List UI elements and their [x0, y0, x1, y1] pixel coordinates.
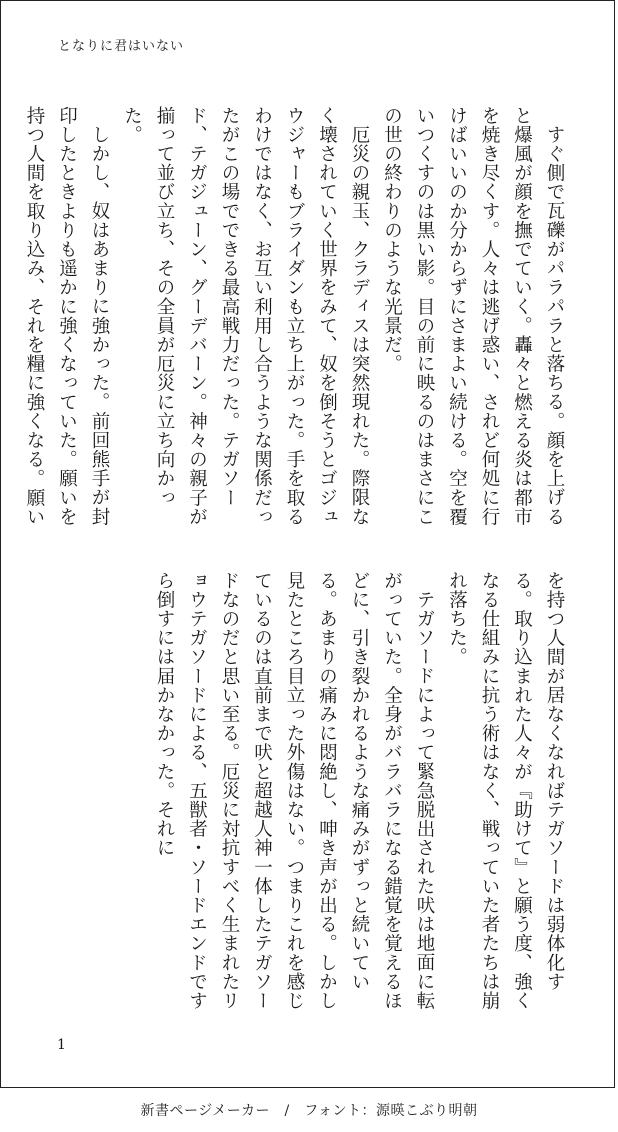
paragraph: すぐ側で瓦礫がパラパラと落ちる。顔を上げると爆風が顔を撫でていく。轟々と燃える炎は都市を焼き尽くす。人々は逃げ惑い、されど何処に行けばいいのか分からずにさまよい続ける。空を覆いつくすのは黒い影。目の前に映るのはまさにこの世の終わりのような光景だ。 [381, 106, 565, 527]
paragraph: 厄災の親玉、クラディスは突然現れた。際限なく壊されていく世界をみて、奴を倒そうとゴジュウジャーもブライダンも立ち上がった。手を取るわけではなく、お互い利用し合うような関係だったがこの場でできる最高戦力だった。テガソード、テガジューン、グーデバーン。神々の親子が揃って並び立ち、その全員が厄災に立ち向かった。 [121, 106, 370, 527]
page-header-title: となりに君はいない [58, 39, 185, 54]
paragraph: を持つ人間が居なくなればテガソードは弱体化する。取り込まれた人々が『助けて』と願う度、強くなる仕組みに抗う術はなく、戦っていた者たちは崩れ落ちた。 [446, 571, 565, 1011]
paragraph: しかし、奴はあまりに強かった。前回熊手が封印したときよりも遥かに強くなっていた。願いを持つ人間を取り込み、それを糧に強くなる。願い [24, 106, 110, 527]
paragraph: テガソードによって緊急脱出された吠は地面に転がっていた。全身がバラバラになる錯覚を覚えるほどに、引き裂かれるような痛みがずっと続いている。あまりの痛みに悶絶し、呻き声が出る。しかし見たところ目立った外傷はない。つまりこれを感じているのは直前まで吠と超越人神一体したテガソードなのだと思い至る。厄災に対抗すべく生まれたリョウテガソードによる、五獣者・ソードエンドですら倒すには届かなかった。それに [154, 571, 435, 1011]
upper-text-block [18, 106, 571, 542]
page-number: 1 [57, 1037, 66, 1053]
footer-credit: 新書ページメーカー / フォント：源暎こぶり明朝 [140, 1103, 478, 1119]
lower-text-block [148, 571, 571, 1011]
